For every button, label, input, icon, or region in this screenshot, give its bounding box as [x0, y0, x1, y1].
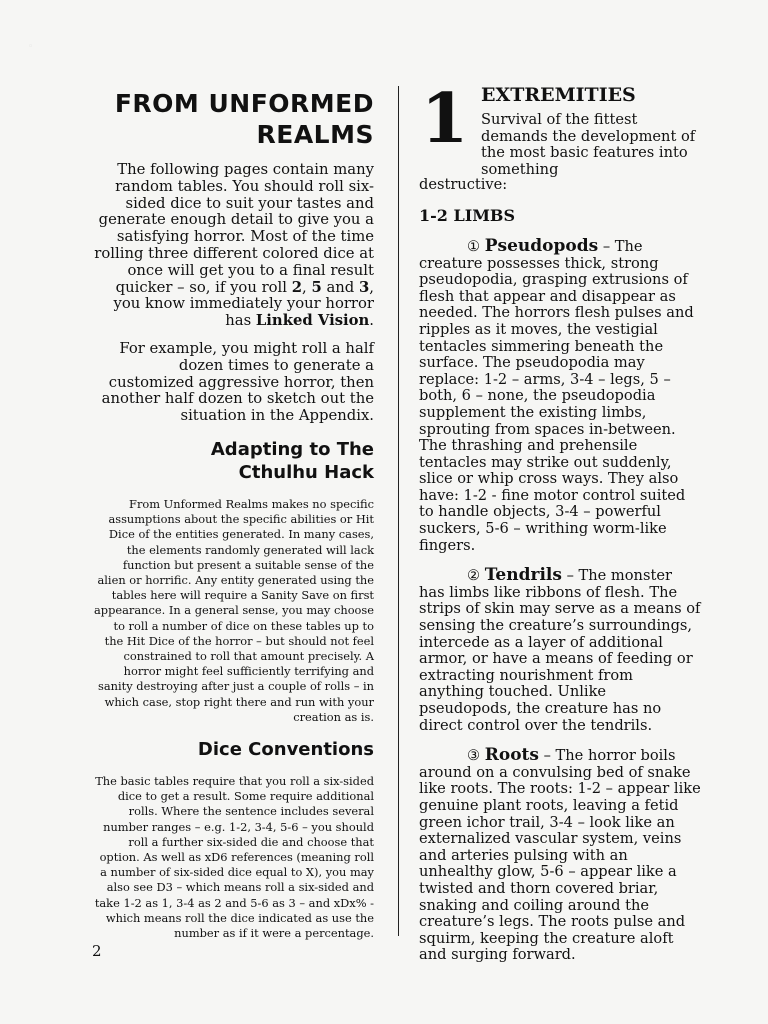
column-divider	[398, 86, 399, 936]
dice-value: 5	[311, 278, 322, 296]
table-subheading: 1-2 LIMBS	[419, 205, 515, 225]
page-title	[92, 88, 374, 150]
section-heading-line2: Cthulhu Hack	[238, 461, 374, 483]
entry-body: creature possesses thick, strong pseudopodia, grasping extrusions of flesh that appear and disappear as needed. The horrors flesh pulses and ripples as it moves, the vestigial tentacles simmering beneath the surface. The pseudopodia may replace: 1-2 – arms, 3-4 – legs, 5 – both, 6 – none, the pseudopodia supplement the existing limbs, sprouting from spaces in-between. The thrashing and prehensile tentacles may strike out suddenly, slice or whip cross ways. They also have: 1-2 - fine motor control suited to handle objects, 3-4 – powerful suckers, 5-6 – writhing worm-like fingers.	[419, 254, 694, 554]
entry-body: around on a convulsing bed of snake like roots. The roots: 1-2 – appear like genuine plant roots, leaving a fetid green ichor trail, 3-4 – look like an externalized vascular system, veins and arteries pulsing with an unhealthy glow, 5-6 – appear like a twisted and thorn covered briar, snaking and coiling around the creature’s legs. The roots pulse and squirm, keeping the creature aloft and surging forward.	[419, 763, 701, 964]
chapter-header	[419, 79, 701, 178]
section-body-adapting: From Unformed Realms makes no specific assumptions about the specific abilities or Hit Dice of the entities generated. In many cases, the elements randomly generated will lack function but present a suitable sense of the alien or horrific. Any entity generated using the tables here will require a Sanity Save on first appearance. In a general sense, you may choose to roll a number of dice on these tables up to the Hit Dice of the horror – but should not feel constrained to roll that amount precisely. A horror might feel sufficiently terrifying and sanity destroying after just a couple of rolls – in which case, stop right there and run with your creation as is.	[94, 496, 374, 724]
entry-lead: – The horror boils	[538, 747, 676, 765]
section-body-dice: The basic tables require that you roll a six-sided dice to get a result. Some require additional rolls. Where the sentence includes several number ranges – e.g. 1-2, 3-4, 5-6 – you should roll a further six-sided die and choose that option. As well as xD6 references (meaning roll a number of six-sided dice equal to X), you may also see D3 – which means roll a six-sided and take 1-2 as 1, 3-4 as 2 and 5-6 as 3 – and xDx% - which means roll the dice indicated as use the number as if it were a percentage.	[94, 774, 374, 941]
entry-number-marker: ①	[467, 237, 481, 255]
entry-heading	[419, 567, 701, 585]
page-title-line2: REALMS	[256, 120, 374, 149]
page-number: 2	[92, 942, 102, 960]
separator: ,	[302, 278, 312, 296]
page-edge-mark: ◦	[28, 42, 34, 52]
left-column	[92, 88, 374, 941]
table-entry-roots	[419, 747, 701, 964]
linked-vision-reference: Linked Vision	[255, 312, 370, 330]
entry-lead: – The	[598, 237, 643, 255]
chapter-intro-continued: destructive:	[419, 176, 508, 194]
page-title-line1: FROM UNFORMED	[114, 89, 374, 118]
entry-name: Pseudopods	[484, 235, 599, 256]
intro-text: .	[369, 312, 374, 330]
intro-paragraph-1	[92, 162, 374, 330]
chapter-number: 1	[421, 79, 469, 159]
intro-text: The following pages contain many random tables. You should roll six-sided dice to suit your tastes and generate enough detail to give you a satisfying horror. Most of the time rolling three different colored dice at once will get you to a final result quicker – so, if you roll	[94, 161, 374, 296]
dice-value: 3	[358, 278, 370, 296]
entry-number-marker: ③	[467, 747, 481, 765]
chapter-intro: Survival of the fittest demands the development of the most basic features into something	[481, 111, 696, 178]
entry-name: Tendrils	[484, 565, 562, 586]
right-column	[419, 79, 701, 977]
intro-text: , you know immediately your horror has	[113, 278, 374, 330]
section-heading-dice: Dice Conventions	[197, 739, 374, 760]
entry-body: has limbs like ribbons of flesh. The strips of skin may serve as a means of sensing the creature’s surroundings, intercede as a layer of additional armor, or have a means of feeding or extracting nourishment from anything touched. Unlike pseudopods, the creature has no direct control over the tendrils.	[419, 583, 701, 734]
entry-lead: – The monster	[561, 567, 672, 585]
intro-paragraph-2: For example, you might roll a half dozen times to generate a customized aggressive horror, then another half dozen to sketch out the situation in the Appendix.	[101, 339, 374, 425]
section-heading-adapting	[92, 438, 374, 484]
table-entry-tendrils	[419, 567, 701, 734]
table-entry-pseudopods	[419, 235, 701, 554]
entry-name: Roots	[484, 745, 539, 766]
entry-heading	[419, 235, 701, 256]
section-heading-line1: Adapting to The	[210, 438, 374, 460]
dice-value: 2	[291, 278, 303, 296]
entry-heading	[419, 747, 701, 765]
chapter-title: EXTREMITIES	[481, 84, 636, 106]
separator: and	[321, 278, 359, 296]
entry-number-marker: ②	[467, 567, 481, 585]
